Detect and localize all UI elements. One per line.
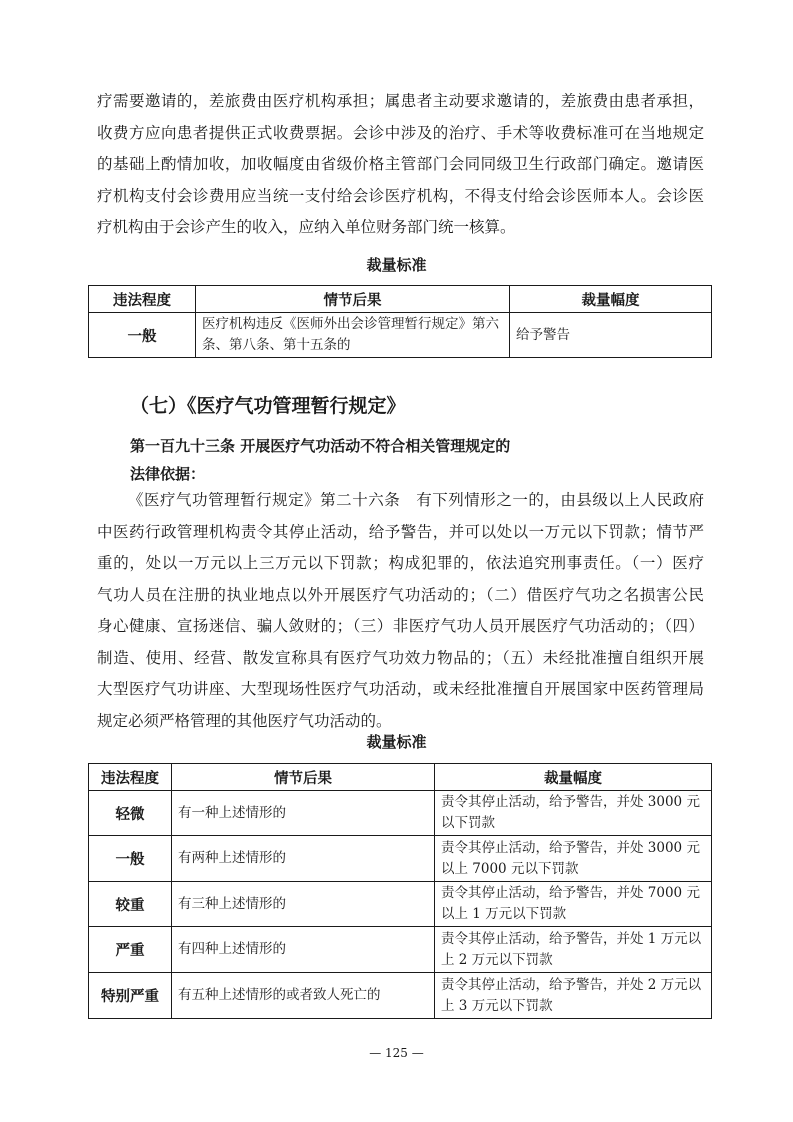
consequence-cell: 医疗机构违反《医师外出会诊管理暂行规定》第六条、第八条、第十五条的 — [196, 313, 510, 358]
table2-header-consequence: 情节后果 — [172, 764, 435, 791]
section-heading: （七）《医疗气功管理暂行规定》 — [130, 395, 406, 417]
article-title: 第一百九十三条 开展医疗气功活动不符合相关管理规定的 — [130, 437, 511, 455]
table-row — [89, 882, 712, 927]
basis-line: 身心健康、宣扬迷信、骗人敛财的；（三）非医疗气功人员开展医疗气功活动的；（四） — [97, 617, 704, 635]
table-row — [89, 927, 712, 973]
consequence-cell: 有三种上述情形的 — [172, 882, 435, 927]
basis-line: 制造、使用、经营、散发宣称具有医疗气功效力物品的；（五）未经批准擅自组织开展 — [97, 648, 704, 667]
table2-header-degree: 违法程度 — [89, 764, 172, 791]
table1-caption: 裁量标准 — [366, 256, 427, 274]
basis-line: 《医疗气功管理暂行规定》第二十六条 有下列情形之一的，由县级以上人民政府 — [128, 491, 704, 509]
consequence-cell: 有四种上述情形的 — [172, 927, 435, 973]
table1-header-row — [89, 286, 712, 313]
basis-line: 规定必须严格管理的其他医疗气功活动的。 — [97, 711, 392, 730]
table2 — [88, 763, 712, 1019]
degree-cell: 严重 — [89, 927, 172, 973]
table1-header-degree: 违法程度 — [89, 286, 196, 313]
degree-cell: 较重 — [89, 882, 172, 927]
basis-line: 气功人员在注册的执业地点以外开展医疗气功活动的；（二）借医疗气功之名损害公民 — [97, 585, 704, 604]
basis-line: 大型医疗气功讲座、大型现场性医疗气功活动，或未经批准擅自开展国家中医药管理局 — [97, 680, 704, 698]
table1-header-range: 裁量幅度 — [510, 286, 712, 313]
consequence-cell: 有两种上述情形的 — [172, 836, 435, 882]
legal-basis-label: 法律依据： — [130, 465, 206, 483]
table2-header-row — [89, 764, 712, 791]
range-cell: 责令其停止活动，给予警告，并处 1 万元以上 2 万元以下罚款 — [435, 927, 712, 973]
intro-line: 疗机构由于会诊产生的收入，应纳入单位财务部门统一核算。 — [97, 218, 516, 236]
table-row — [89, 836, 712, 882]
range-cell: 责令其停止活动，给予警告，并处 7000 元以上 1 万元以下罚款 — [435, 882, 712, 927]
intro-line: 疗机构支付会诊费用应当统一支付给会诊医疗机构，不得支付给会诊医师本人。会诊医 — [97, 186, 704, 205]
legal-basis-paragraph — [97, 485, 704, 737]
range-cell: 责令其停止活动，给予警告，并处 3000 元以下罚款 — [435, 791, 712, 836]
consequence-cell: 有五种上述情形的或者致人死亡的 — [172, 973, 435, 1019]
page-number: — 125 — — [369, 1046, 424, 1060]
basis-line: 中医药行政管理机构责令其停止活动，给予警告，并可以处以一万元以下罚款；情节严 — [97, 522, 704, 541]
degree-cell: 轻微 — [89, 791, 172, 836]
range-cell: 给予警告 — [510, 313, 712, 358]
degree-cell: 一般 — [89, 836, 172, 882]
table-row — [89, 313, 712, 358]
intro-line: 疗需要邀请的，差旅费由医疗机构承担；属患者主动要求邀请的，差旅费由患者承担， — [97, 92, 704, 110]
table-row — [89, 973, 712, 1019]
intro-line: 的基础上酌情加收，加收幅度由省级价格主管部门会同同级卫生行政部门确定。邀请医 — [97, 155, 704, 173]
degree-cell: 一般 — [89, 313, 196, 358]
basis-line: 重的，处以一万元以上三万元以下罚款；构成犯罪的，依法追究刑事责任。（一）医疗 — [97, 554, 704, 572]
range-cell: 责令其停止活动，给予警告，并处 3000 元以上 7000 元以下罚款 — [435, 836, 712, 882]
table1 — [88, 285, 712, 358]
consequence-cell: 有一种上述情形的 — [172, 791, 435, 836]
intro-line: 收费方应向患者提供正式收费票据。会诊中涉及的治疗、手术等收费标准可在当地规定 — [97, 123, 704, 142]
range-cell: 责令其停止活动，给予警告，并处 2 万元以上 3 万元以下罚款 — [435, 973, 712, 1019]
table1-header-consequence: 情节后果 — [196, 286, 510, 313]
intro-paragraph — [97, 86, 704, 244]
table-row — [89, 791, 712, 836]
degree-cell: 特别严重 — [89, 973, 172, 1019]
table2-caption: 裁量标准 — [366, 733, 427, 751]
table2-header-range: 裁量幅度 — [435, 764, 712, 791]
